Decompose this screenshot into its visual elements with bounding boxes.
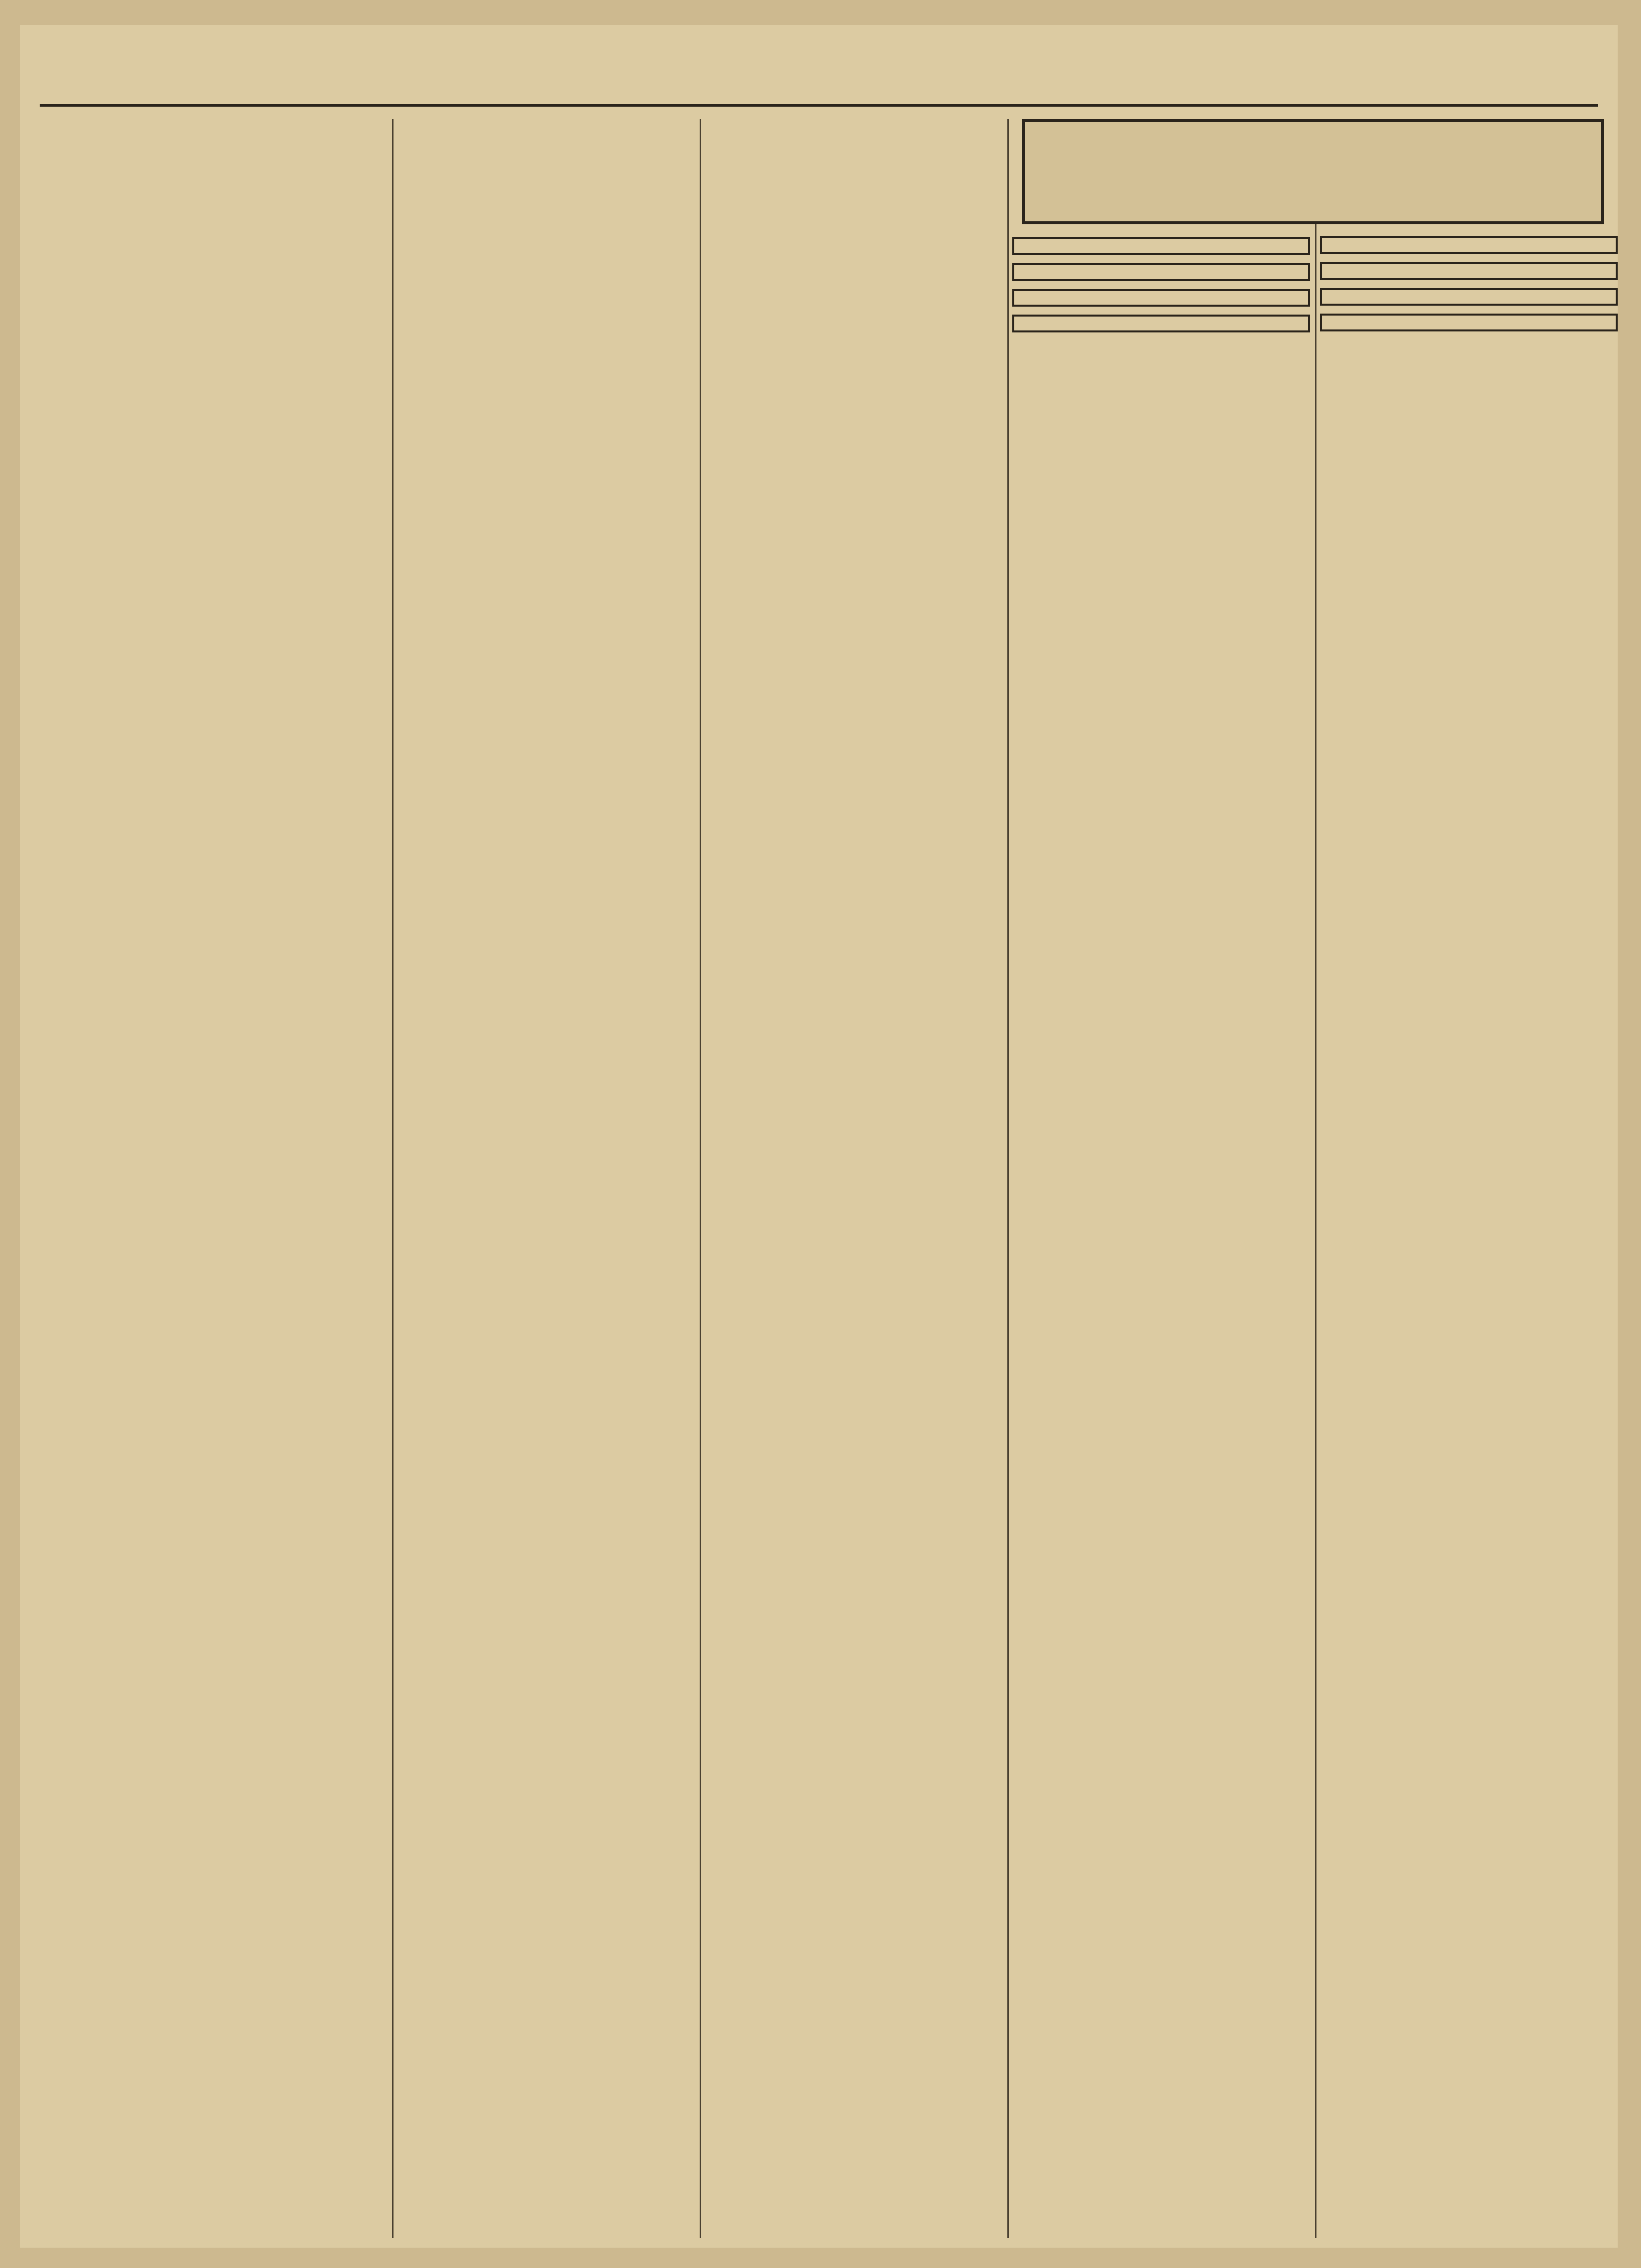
ad-costa-feio — [1320, 262, 1618, 280]
ad-moda — [1012, 289, 1310, 307]
column-5 — [1320, 228, 1618, 2238]
ad-notario — [1320, 288, 1618, 306]
column-divider — [700, 119, 701, 2238]
ad-luz — [1012, 315, 1310, 332]
column-1 — [89, 119, 387, 2238]
ad-aguas-romanas — [1022, 119, 1604, 224]
ad-paraiso — [1012, 263, 1310, 281]
masthead-rule — [40, 104, 1598, 107]
ad-barella — [1320, 314, 1618, 331]
ad-cura-asthma — [1012, 237, 1310, 255]
column-4 — [1012, 228, 1310, 2238]
ad-fato — [1320, 236, 1618, 254]
column-2 — [397, 119, 695, 2238]
column-divider — [1315, 119, 1316, 2238]
column-divider — [392, 119, 394, 2238]
column-3 — [705, 119, 1002, 2238]
column-divider — [1007, 119, 1009, 2238]
